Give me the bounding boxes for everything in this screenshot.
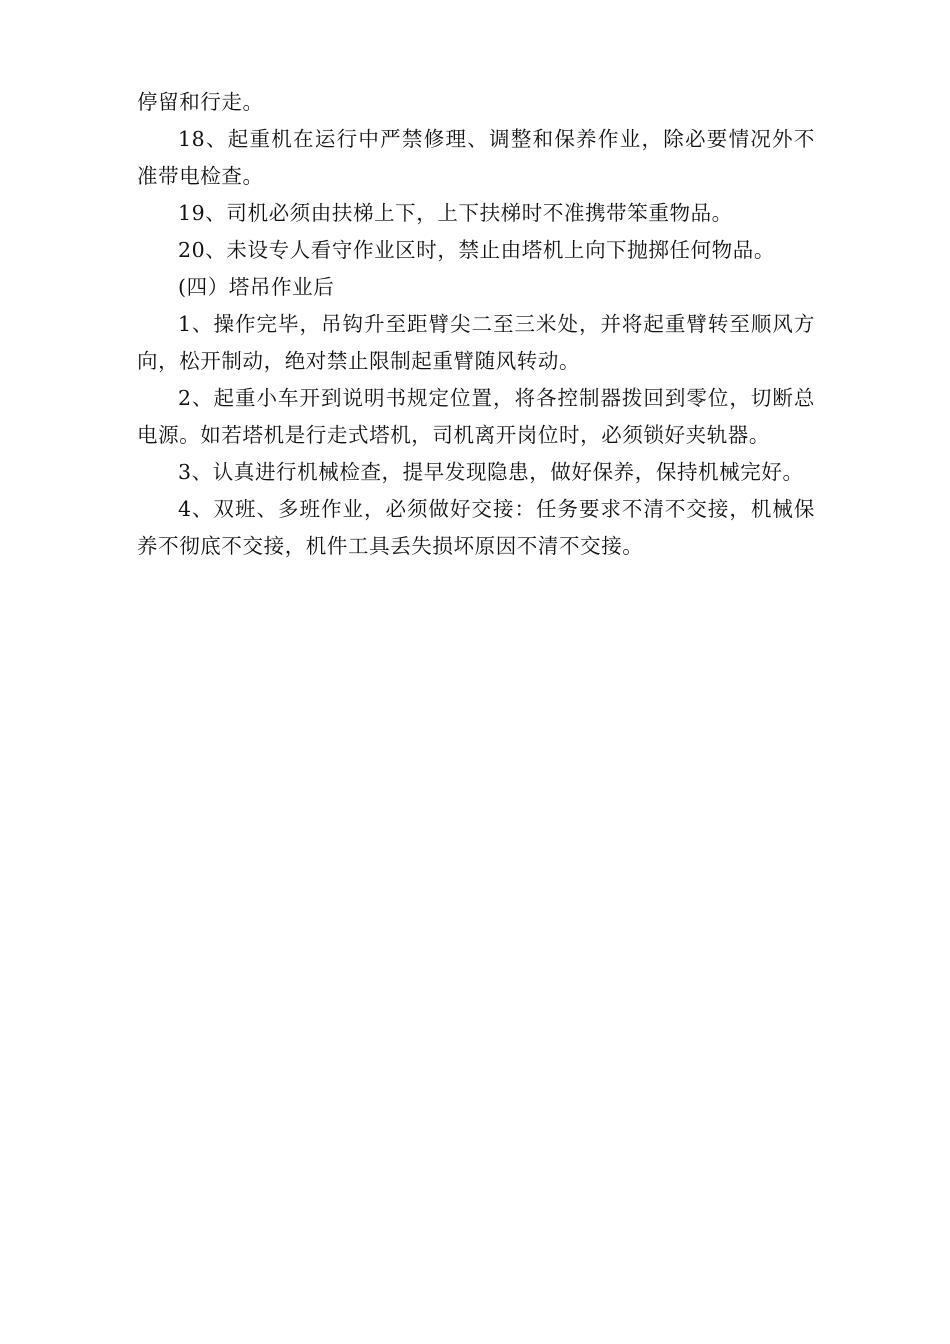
paragraph-item-3: 3、认真进行机械检查，提早发现隐患，做好保养，保持机械完好。	[178, 460, 804, 484]
paragraph-item-18: 18、起重机在运行中严禁修理、调整和保养作业，除必要情况外不准带电检查。	[137, 127, 815, 188]
paragraph-item-19: 19、司机必须由扶梯上下，上下扶梯时不准携带笨重物品。	[178, 201, 733, 225]
section-heading-after-operation: (四）塔吊作业后	[178, 275, 335, 299]
paragraph-continuation: 停留和行走。	[137, 90, 264, 114]
paragraph-item-2: 2、起重小车开到说明书规定位置，将各控制器拨回到零位，切断总电源。如若塔机是行走式塔机，司机离开岗位时，必须锁好夹轨器。	[137, 386, 815, 447]
paragraph-item-4: 4、双班、多班作业，必须做好交接：任务要求不清不交接，机械保养不彻底不交接，机件工具丢失损坏原因不清不交接。	[137, 497, 815, 558]
paragraph-item-20: 20、未设专人看守作业区时，禁止由塔机上向下抛掷任何物品。	[178, 238, 775, 262]
paragraph-item-1: 1、操作完毕，吊钩升至距臂尖二至三米处，并将起重臂转至顺风方向，松开制动，绝对禁止限制起重臂随风转动。	[137, 312, 815, 373]
document-page	[137, 84, 815, 565]
